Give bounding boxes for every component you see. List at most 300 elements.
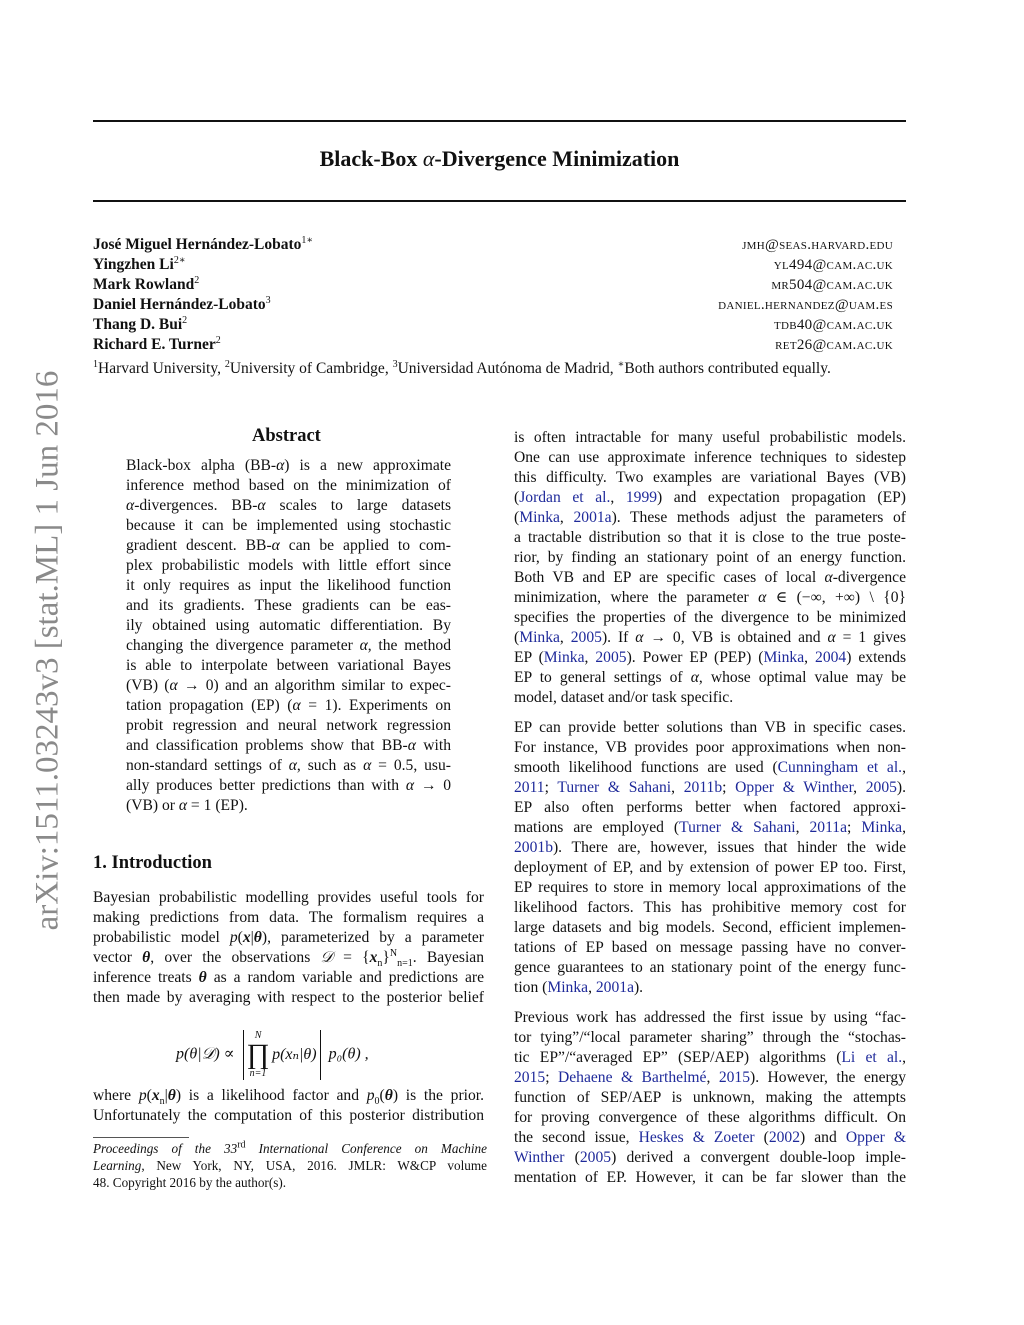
author-email[interactable]: ret26@cam.ac.uk — [775, 337, 893, 353]
intro-line-right — [514, 838, 906, 858]
title-bottom-rule — [93, 200, 906, 202]
text-run: , — [559, 509, 574, 526]
intro-line — [93, 948, 484, 968]
equation-lhs: p(θ|𝒟) ∝ — [176, 1045, 235, 1063]
intro-line — [93, 908, 484, 928]
text-run: ( — [514, 629, 520, 646]
text-run: and its gradients. These gradients can be eas- — [126, 597, 451, 614]
intro-line-right — [514, 1068, 906, 1088]
text-run: ( — [754, 1129, 769, 1146]
affiliation-name: Both authors contributed equally. — [624, 360, 831, 377]
author-affiliation-mark: 2 — [194, 274, 200, 286]
title-top-rule — [93, 120, 906, 122]
text-run: = 1 (EP). — [187, 797, 248, 814]
section-heading-introduction: 1. Introduction — [93, 853, 212, 873]
title-text-end: -Divergence Minimization — [434, 146, 680, 171]
text-run: | — [164, 1087, 168, 1104]
intro-line-right — [514, 428, 906, 448]
intro-line-right — [514, 898, 906, 918]
citation-link[interactable]: 2015 — [718, 1069, 750, 1086]
abstract-line — [126, 556, 451, 576]
text-run: and classification problems show that BB- — [126, 737, 408, 754]
text-run: ). However, the energy — [750, 1069, 907, 1086]
math-symbol: α — [407, 737, 416, 754]
text-run: ; — [544, 779, 558, 796]
intro-line — [93, 928, 484, 948]
intro-line-right — [514, 488, 906, 508]
citation-link[interactable]: Heskes & Zoeter — [638, 1129, 755, 1146]
intro-line-right — [514, 588, 906, 608]
text-run: plex probabilistic models with little effort since — [126, 557, 451, 574]
math-symbol: α — [169, 677, 178, 694]
citation-link[interactable]: Dehaene & Barthelmé — [557, 1069, 707, 1086]
affiliation-mark: 1 — [93, 358, 98, 370]
text-run: tion ( — [514, 979, 548, 996]
text-run: Previous work has addressed the first issue by using “fac- — [514, 1009, 906, 1026]
arxiv-identifier-stamp: arXiv:1511.03243v3 [stat.ML] 1 Jun 2016 — [29, 370, 66, 931]
affiliations — [93, 360, 831, 378]
intro-line-right — [514, 978, 906, 998]
math-symbol: α — [363, 757, 372, 774]
math-symbol: α — [405, 777, 415, 794]
author-name — [93, 236, 313, 254]
math-symbol: Proceedings of the 33 — [93, 1141, 238, 1156]
text-run: EP can provide better solutions than VB in specific cases. — [514, 719, 906, 736]
text-run: non-standard settings of — [126, 757, 289, 774]
text-run: (VB) ( — [126, 677, 170, 694]
subscript: n — [377, 958, 383, 970]
abstract-line — [126, 676, 451, 696]
product-lower-limit: n=1 — [249, 1068, 267, 1079]
text-run: making predictions from data. The formalism requires a — [93, 909, 484, 926]
text-run: vector — [93, 949, 143, 966]
text-run: because it can be implemented using stochastic — [126, 517, 451, 534]
abstract-line — [126, 456, 451, 476]
intro-line — [93, 988, 484, 1008]
intro-line-right — [514, 568, 906, 588]
text-run: ; — [722, 779, 736, 796]
math-vector: x — [369, 949, 378, 966]
text-run: for proving convergence of these algorithms difficult. On — [514, 1109, 906, 1126]
abstract-line — [126, 756, 451, 776]
text-run: Unfortunately the computation of this posterior distribution — [93, 1107, 484, 1124]
text-run: Bayesian probabilistic modelling provides useful tools for — [93, 889, 484, 906]
abstract-line — [126, 636, 451, 656]
citation-link[interactable]: 2001b — [514, 839, 553, 856]
math-symbol: Learning — [93, 1158, 142, 1173]
intro-line-right — [514, 688, 906, 708]
affiliation-mark: ∗ — [617, 358, 625, 370]
text-run: EP requires to store in memory local approximations of the — [514, 879, 906, 896]
text-run: Both VB and EP are specific cases of local — [514, 569, 825, 586]
text-run: . Bayesian — [412, 949, 485, 966]
text-run: inference method based on the minimization of — [126, 477, 451, 494]
author-email[interactable]: tdb40@cam.ac.uk — [773, 317, 893, 333]
text-run: specifies the properties of the divergence to be minimized — [514, 609, 906, 626]
text-run: probit regression and neural network regression — [126, 717, 451, 734]
math-symbol: α — [271, 537, 280, 554]
math-symbol: α — [824, 569, 833, 586]
text-run: probabilistic model — [93, 929, 230, 946]
text-run: = { — [332, 949, 370, 966]
text-run: gence guarantees to an stationary point of the energy func- — [514, 959, 906, 976]
math-vector: x — [151, 1087, 160, 1104]
math-symbol: α — [288, 757, 297, 774]
author-name — [93, 336, 221, 354]
citation-link[interactable]: 2004 — [815, 649, 847, 666]
math-symbol: α — [359, 637, 368, 654]
math-vector: x — [242, 929, 251, 946]
footnote-line — [93, 1158, 487, 1175]
text-run: tor tying”/“local parameter sharing” through the “stochas- — [514, 1029, 906, 1046]
text-run: , whose optimal value may be — [698, 669, 907, 686]
text-run: likelihood factors. This has prohibitive memory cost for — [514, 899, 906, 916]
abstract-line — [126, 596, 451, 616]
intro-line-right — [514, 718, 906, 738]
citation-link[interactable]: Minka — [543, 649, 585, 666]
text-run: ). These methods adjust the parameters of — [611, 509, 906, 526]
subscript: n — [159, 1096, 165, 1108]
text-run: tation propagation (EP) ( — [126, 697, 293, 714]
text-run: → 0 — [414, 777, 452, 794]
superscript: rd — [237, 1139, 246, 1151]
math-symbol: α — [178, 797, 188, 814]
text-run: can be applied to com- — [279, 537, 451, 554]
citation-link[interactable]: 2005 — [595, 649, 627, 666]
text-run: , — [610, 489, 626, 506]
intro-line-right — [514, 1028, 906, 1048]
citation-link[interactable]: Turner & Sahani — [557, 779, 672, 796]
text-run: Black-box alpha (BB- — [126, 457, 277, 474]
text-run: , — [902, 1049, 907, 1066]
abstract-line — [126, 656, 451, 676]
text-run: gradient descent. BB- — [126, 537, 272, 554]
text-run: , — [804, 649, 816, 666]
posterior-equation — [176, 1030, 369, 1080]
intro-line-right — [514, 798, 906, 818]
text-run: (VB) or — [126, 797, 179, 814]
text-run: mations are employed ( — [514, 819, 680, 836]
footnote-rule — [93, 1137, 189, 1138]
superscript: N — [389, 947, 398, 959]
math-vector: θ — [142, 949, 151, 966]
author-name-text: Yingzhen Li — [93, 256, 174, 273]
text-run: a tractable distribution so that it is close to the true poste- — [514, 529, 906, 546]
intro-line-right — [514, 938, 906, 958]
affiliation-mark: 2 — [224, 358, 230, 370]
title-text: Black-Box — [319, 146, 423, 171]
citation-link[interactable]: Turner & Sahani — [679, 819, 796, 836]
abstract-line — [126, 476, 451, 496]
product-bracket — [243, 1030, 321, 1080]
text-run: model, dataset and/or task specific. — [514, 689, 734, 706]
intro-line-right — [514, 508, 906, 528]
intro-line-right — [514, 778, 906, 798]
math-symbol: α — [292, 697, 301, 714]
text-run: , the method — [367, 637, 451, 654]
citation-link[interactable]: 2001a — [573, 509, 612, 526]
author-name-text: José Miguel Hernández-Lobato — [93, 236, 302, 253]
text-run: rior, by finding an stationary point of an energy function. — [514, 549, 906, 566]
product-symbol: ∏ — [246, 1039, 270, 1070]
citation-link[interactable]: 2001a — [595, 979, 634, 996]
text-run: is often intractable for many useful probabilistic models. — [514, 429, 906, 446]
abstract-line — [126, 796, 451, 816]
author-name — [93, 276, 199, 294]
intro-line-right — [514, 1128, 906, 1148]
math-symbol: International Conference on Machine — [245, 1141, 487, 1156]
equation-prior: p₀(θ) , — [328, 1045, 369, 1063]
intro-line-right — [514, 858, 906, 878]
text-run: ) is a new approximate — [284, 457, 452, 474]
text-run: ∈ (−∞, +∞) \ {0} — [766, 589, 906, 606]
intro-line-right — [514, 1168, 906, 1188]
citation-link[interactable]: Li et al. — [841, 1049, 903, 1066]
citation-link[interactable]: 2011 — [514, 779, 545, 796]
abstract-line — [126, 776, 451, 796]
math-symbol: 𝒟 — [320, 949, 333, 966]
text-run: EP to general settings of — [514, 669, 691, 686]
intro-line-right — [514, 448, 906, 468]
citation-link[interactable]: 2011a — [809, 819, 848, 836]
text-run: is able to interpolate between variational Bayes — [126, 657, 451, 674]
math-vector: θ — [253, 929, 262, 946]
math-symbol: p — [229, 929, 238, 946]
author-name — [93, 296, 271, 314]
intro-line-right — [514, 738, 906, 758]
author-email[interactable]: daniel.hernandez@uam.es — [718, 297, 893, 313]
text-run: , — [902, 759, 906, 776]
text-run: changing the divergence parameter — [126, 637, 360, 654]
abstract-line — [126, 536, 451, 556]
abstract-line — [126, 696, 451, 716]
subscript: n=1 — [397, 958, 413, 970]
citation-link[interactable]: Winther — [514, 1149, 565, 1166]
text-run: , — [588, 979, 596, 996]
text-run: as a random variable and predictions are — [206, 969, 485, 986]
citation-link[interactable]: 2011b — [683, 779, 723, 796]
author-affiliation-mark: 1∗ — [301, 234, 314, 246]
text-run: tic EP”/“averaged EP” (SEP/AEP) algorithms ( — [514, 1049, 842, 1066]
author-name — [93, 256, 186, 274]
text-run: , such as — [296, 757, 364, 774]
text-run: } — [382, 949, 390, 966]
citation-link[interactable]: 2005 — [865, 779, 897, 796]
text-run: = 0.5, usu- — [371, 757, 451, 774]
text-run: ) extends — [846, 649, 907, 666]
author-affiliation-mark: 2 — [182, 314, 188, 326]
author-name-text: Richard E. Turner — [93, 336, 216, 353]
text-run: ) is a likelihood factor and — [175, 1087, 367, 1104]
citation-link[interactable]: Jordan et al. — [519, 489, 611, 506]
citation-link[interactable]: 2005 — [579, 1149, 612, 1166]
text-run: , — [853, 779, 866, 796]
math-symbol: α — [276, 457, 285, 474]
intro-line-right — [514, 1048, 906, 1068]
text-run: ). There are, however, issues that hinder the wide — [552, 839, 906, 856]
math-symbol: α — [690, 669, 699, 686]
math-symbol: α — [635, 629, 644, 646]
intro-line-right — [514, 758, 906, 778]
citation-link[interactable]: Minka — [519, 629, 560, 646]
text-run: ( — [514, 489, 520, 506]
intro-line — [93, 888, 484, 908]
text-run: ). — [896, 779, 907, 796]
citation-link[interactable]: Opper & — [845, 1129, 906, 1146]
intro-line-right — [514, 1088, 906, 1108]
intro-line-right — [514, 818, 906, 838]
text-run: , — [795, 819, 810, 836]
intro-line — [93, 1106, 484, 1126]
text-run: with — [415, 737, 451, 754]
citation-link[interactable]: 2015 — [514, 1069, 546, 1086]
text-run: -divergence — [832, 569, 906, 586]
math-symbol: p — [138, 1087, 147, 1104]
text-run: → 0, VB is obtained and — [643, 629, 828, 646]
text-run: ) and — [800, 1129, 846, 1146]
text-run: , over the observations — [150, 949, 321, 966]
text-run: function of SEP/AEP is unknown, making the attempts — [514, 1089, 906, 1106]
author-name — [93, 316, 187, 334]
math-vector: θ — [167, 1087, 176, 1104]
text-run: ). Power EP (PEP) ( — [626, 649, 764, 666]
text-run: mentation of EP. However, it can be far slower than the — [514, 1169, 906, 1186]
text-run: tations of EP based on message passing have no conver- — [514, 939, 906, 956]
product-upper-limit: N — [254, 1030, 262, 1041]
abstract-line — [126, 736, 451, 756]
text-run: , New York, NY, USA, 2016. JMLR: W&CP volume — [141, 1158, 487, 1173]
paper-title — [93, 146, 906, 172]
author-email[interactable]: yl494@cam.ac.uk — [773, 257, 893, 273]
text-run: , — [706, 1069, 719, 1086]
abstract-line — [126, 616, 451, 636]
text-run: minimization, where the parameter — [514, 589, 759, 606]
intro-line-right — [514, 528, 906, 548]
text-run: the second issue, — [514, 1129, 639, 1146]
affiliation-name: Harvard University, — [98, 360, 225, 377]
text-run: then made by averaging with respect to the posterior belief — [93, 989, 484, 1006]
intro-line-right — [514, 608, 906, 628]
abstract-line — [126, 716, 451, 736]
text-run: = 1 gives — [835, 629, 907, 646]
author-name-text: Daniel Hernández-Lobato — [93, 296, 266, 313]
text-run: EP ( — [514, 649, 544, 666]
text-run: ). If — [601, 629, 636, 646]
text-run: ( — [514, 509, 520, 526]
intro-line-right — [514, 468, 906, 488]
text-run: For instance, VB provides poor approximations when non- — [514, 739, 906, 756]
citation-link[interactable]: 1999 — [625, 489, 658, 506]
text-run: | — [250, 929, 254, 946]
text-run: , — [902, 819, 906, 836]
author-affiliation-mark: 2 — [215, 334, 221, 346]
author-name-text: Thang D. Bui — [93, 316, 183, 333]
intro-line-right — [514, 1008, 906, 1028]
text-run: 48. Copyright 2016 by the author(s). — [93, 1175, 287, 1190]
abstract-line — [126, 576, 451, 596]
text-run: , — [559, 629, 571, 646]
text-run: ), parameterized by a parameter — [261, 929, 484, 946]
citation-link[interactable]: 2005 — [570, 629, 602, 646]
text-run: ) and expectation propagation (EP) — [657, 489, 906, 506]
text-run: EP also often performs better when factored approxi- — [514, 799, 906, 816]
math-vector: θ — [384, 1087, 393, 1104]
citation-link[interactable]: Minka — [547, 979, 589, 996]
text-run: smooth likelihood functions are used ( — [514, 759, 778, 776]
footnote-line — [93, 1175, 487, 1192]
text-run: One can use approximate inference techniques to sidestep — [514, 449, 906, 466]
math-symbol: α — [758, 589, 767, 606]
subscript: 0 — [374, 1096, 380, 1108]
text-run: ) is the prior. — [392, 1087, 484, 1104]
math-vector: θ — [198, 969, 207, 986]
intro-line-right — [514, 1108, 906, 1128]
citation-link[interactable]: Cunningham et al. — [777, 759, 903, 776]
intro-line-right — [514, 648, 906, 668]
abstract-line — [126, 516, 451, 536]
intro-line — [93, 968, 484, 988]
intro-line — [93, 1086, 484, 1106]
footnote-line — [93, 1141, 487, 1158]
intro-line-right — [514, 628, 906, 648]
text-run: ) derived a convergent double-loop imple- — [611, 1149, 907, 1166]
text-run: scales to large datasets — [265, 497, 452, 514]
author-email[interactable]: mr504@cam.ac.uk — [771, 277, 893, 293]
text-run: ). — [633, 979, 644, 996]
text-run: large datasets and big models. Second, efficient implemen- — [514, 919, 906, 936]
intro-line-right — [514, 1148, 906, 1168]
intro-line-right — [514, 668, 906, 688]
text-run: deployment of EP, and by extension of power EP too. First, — [514, 859, 906, 876]
text-run: where — [93, 1087, 139, 1104]
text-run: ( — [146, 1087, 152, 1104]
math-symbol: α — [827, 629, 836, 646]
text-run: ally produces better predictions than with — [126, 777, 406, 794]
intro-line-right — [514, 958, 906, 978]
citation-link[interactable]: 2002 — [768, 1129, 801, 1146]
text-run: = 1). Experiments on — [300, 697, 452, 714]
text-run: ; — [847, 819, 862, 836]
author-email[interactable]: jmh@seas.harvard.edu — [742, 237, 893, 253]
text-run: ( — [564, 1149, 580, 1166]
intro-line-right — [514, 918, 906, 938]
citation-link[interactable]: Opper & Winther — [735, 779, 854, 796]
text-run: ( — [379, 1087, 385, 1104]
affiliation-name: Universidad Autónoma de Madrid, — [397, 360, 618, 377]
author-name-text: Mark Rowland — [93, 276, 195, 293]
text-run: ily obtained using automatic differentiation. By — [126, 617, 451, 634]
affiliation-mark: 3 — [392, 358, 398, 370]
text-run: -divergences. BB- — [134, 497, 258, 514]
title-alpha: α — [422, 146, 435, 171]
math-symbol: p — [366, 1087, 375, 1104]
citation-link[interactable]: Minka — [763, 649, 805, 666]
text-run: , — [584, 649, 596, 666]
equation-likelihood-term: p(xₙ|θ) — [272, 1046, 317, 1063]
intro-line-right — [514, 548, 906, 568]
citation-link[interactable]: Minka — [861, 819, 903, 836]
text-run: inference treats — [93, 969, 199, 986]
text-run: ( — [237, 929, 243, 946]
text-run: it only requires as input the likelihood function — [126, 577, 451, 594]
math-symbol: α — [257, 497, 266, 514]
math-symbol: α — [126, 497, 135, 514]
citation-link[interactable]: Minka — [519, 509, 560, 526]
author-affiliation-mark: 2∗ — [173, 254, 186, 266]
affiliation-name: University of Cambridge, — [229, 360, 393, 377]
text-run: ; — [545, 1069, 558, 1086]
intro-line-right — [514, 878, 906, 898]
